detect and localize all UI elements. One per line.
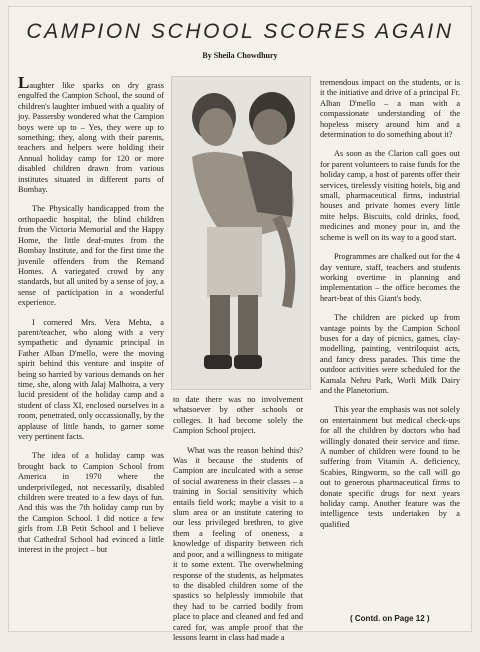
photo-boy-carrying-child	[172, 77, 310, 389]
article-photo	[171, 76, 311, 390]
paragraph: This year the emphasis was not solely on entertainment but medical check-ups for all the children by doctors who had willingly donated their service and time. A number of children were found to be suffering from Vitamin A. deficiency, Scabies, Ringworm, so the call will go out to generous pharmaceutical firms to donate specific drugs for next years holiday camp. Another feature was the intelligence tests undertaken by a qualified	[320, 405, 460, 529]
paragraph: Programmes are chalked out for the 4 day venture, staff, teachers and students working overtime in planning and implementation – the office becomes the heart-beat of this Giant's body.	[320, 252, 460, 303]
paragraph: The Physically handicapped from the orthopaedic hospital, the blind children from the Victoria Memorial and the Happy Home, the little deaf-mutes from the Bombay Institute, and for the first time the juvenile offenders from the Remand Homes. A variegated crowd by any standards, but all united by a sense of joy, a sense of participation in a wonderful experience.	[18, 204, 164, 308]
paragraph: I cornered Mrs. Vera Mehta, a parent/teacher, who along with a very sympathetic and dynamic principal in Father Alban D'mello, were the moving spirit behind this venture and inspite of being so harried by various demands on her time, she, along with Jalaj Malhotra, a very lucid president of the holiday camp and a student of class XI, enclosed ourselves in a room, penetrated, only occassionally, by the applause of little hands, to garner some very pertinent facts.	[18, 317, 164, 441]
newspaper-page	[8, 6, 472, 642]
paragraph: As soon as the Clarion call goes out for parent volunteers to raise funds for the holiday camp, a host of parents offer their services, tirelessly visiting hotels, big and small, pharmaceutical firms, industrial houses and private homes every little mite helps. Biscuits, cold drinks, food, medicines and money pour in, and the scheme is well on its way to a good start.	[320, 149, 460, 242]
column-1	[18, 73, 164, 564]
article-headline: CAMPION SCHOOL SCORES AGAIN	[26, 20, 454, 43]
paragraph	[18, 73, 164, 195]
paragraph-text: aughter like sparks on dry grass engulfed the Campion School, the sound of children's laughter imbued with a quality of joy. Passersby wondered what the Campion boys were up to – Yes, they were up to something; they, along with their parents, teachers and helpers were holding their Annual holiday camp for 120 or more disabled children drawn from various institutes situated in different parts of Bombay.	[18, 81, 164, 195]
column-2	[173, 395, 303, 652]
paragraph: The children are picked up from vantage points by the Campion School buses for a day of picnics, games, clay-modelling, painting, ventriloquist acts, and fancy dress parades. This time the outdoor activities were scheduled for the Kamala Nehru Park, Worli Milk Dairy and the Planetorium.	[320, 313, 460, 395]
paragraph: What was the reason behind this? Was it because the students of Campion are inculcated with a sense of social awareness in their classes – a training in Social sensitivity which entails field work; maybe a visit to a slum area or an institute catering to our less privileged brethren, to give them a feeling of oneness, a knowledge of disparity between rich and poor, and a willingness to mitigate it to some extent. The overwhelming response of the students, as helpmates to the disabled children some of the spastics so helplessly immobile that they had to be carried bodily from place to place and cleaned and fed and cared for, was ample proof that the lessons learnt in class had made a	[173, 445, 303, 642]
continued-note: ( Contd. on Page 12 )	[350, 614, 430, 623]
drop-cap: L	[18, 73, 30, 92]
paragraph: The idea of a holiday camp was brought back to Campion School from America in 1970 where the underprivileged, not necessarily, disabled children were treated to a few days of fun. And this was the 7th holiday camp run by the Campion School. I did notice a few girls from J.B Petit School and I believe that Cathedral School had evinced a little interest in the project – but	[18, 451, 164, 555]
paragraph: to date there was no involvement whatsoever by other schools or colleges. It had become solely the Campion School project.	[173, 395, 303, 436]
column-3	[320, 78, 460, 539]
article-byline: By Sheila Chowdhury	[202, 51, 278, 60]
paragraph: tremendous impact on the students, or is it the initiative and drive of a principal Fr. Alban D'mello – a man with a compassionate understanding of the hopeless misery around him and a determination to do something about it?	[320, 78, 460, 140]
